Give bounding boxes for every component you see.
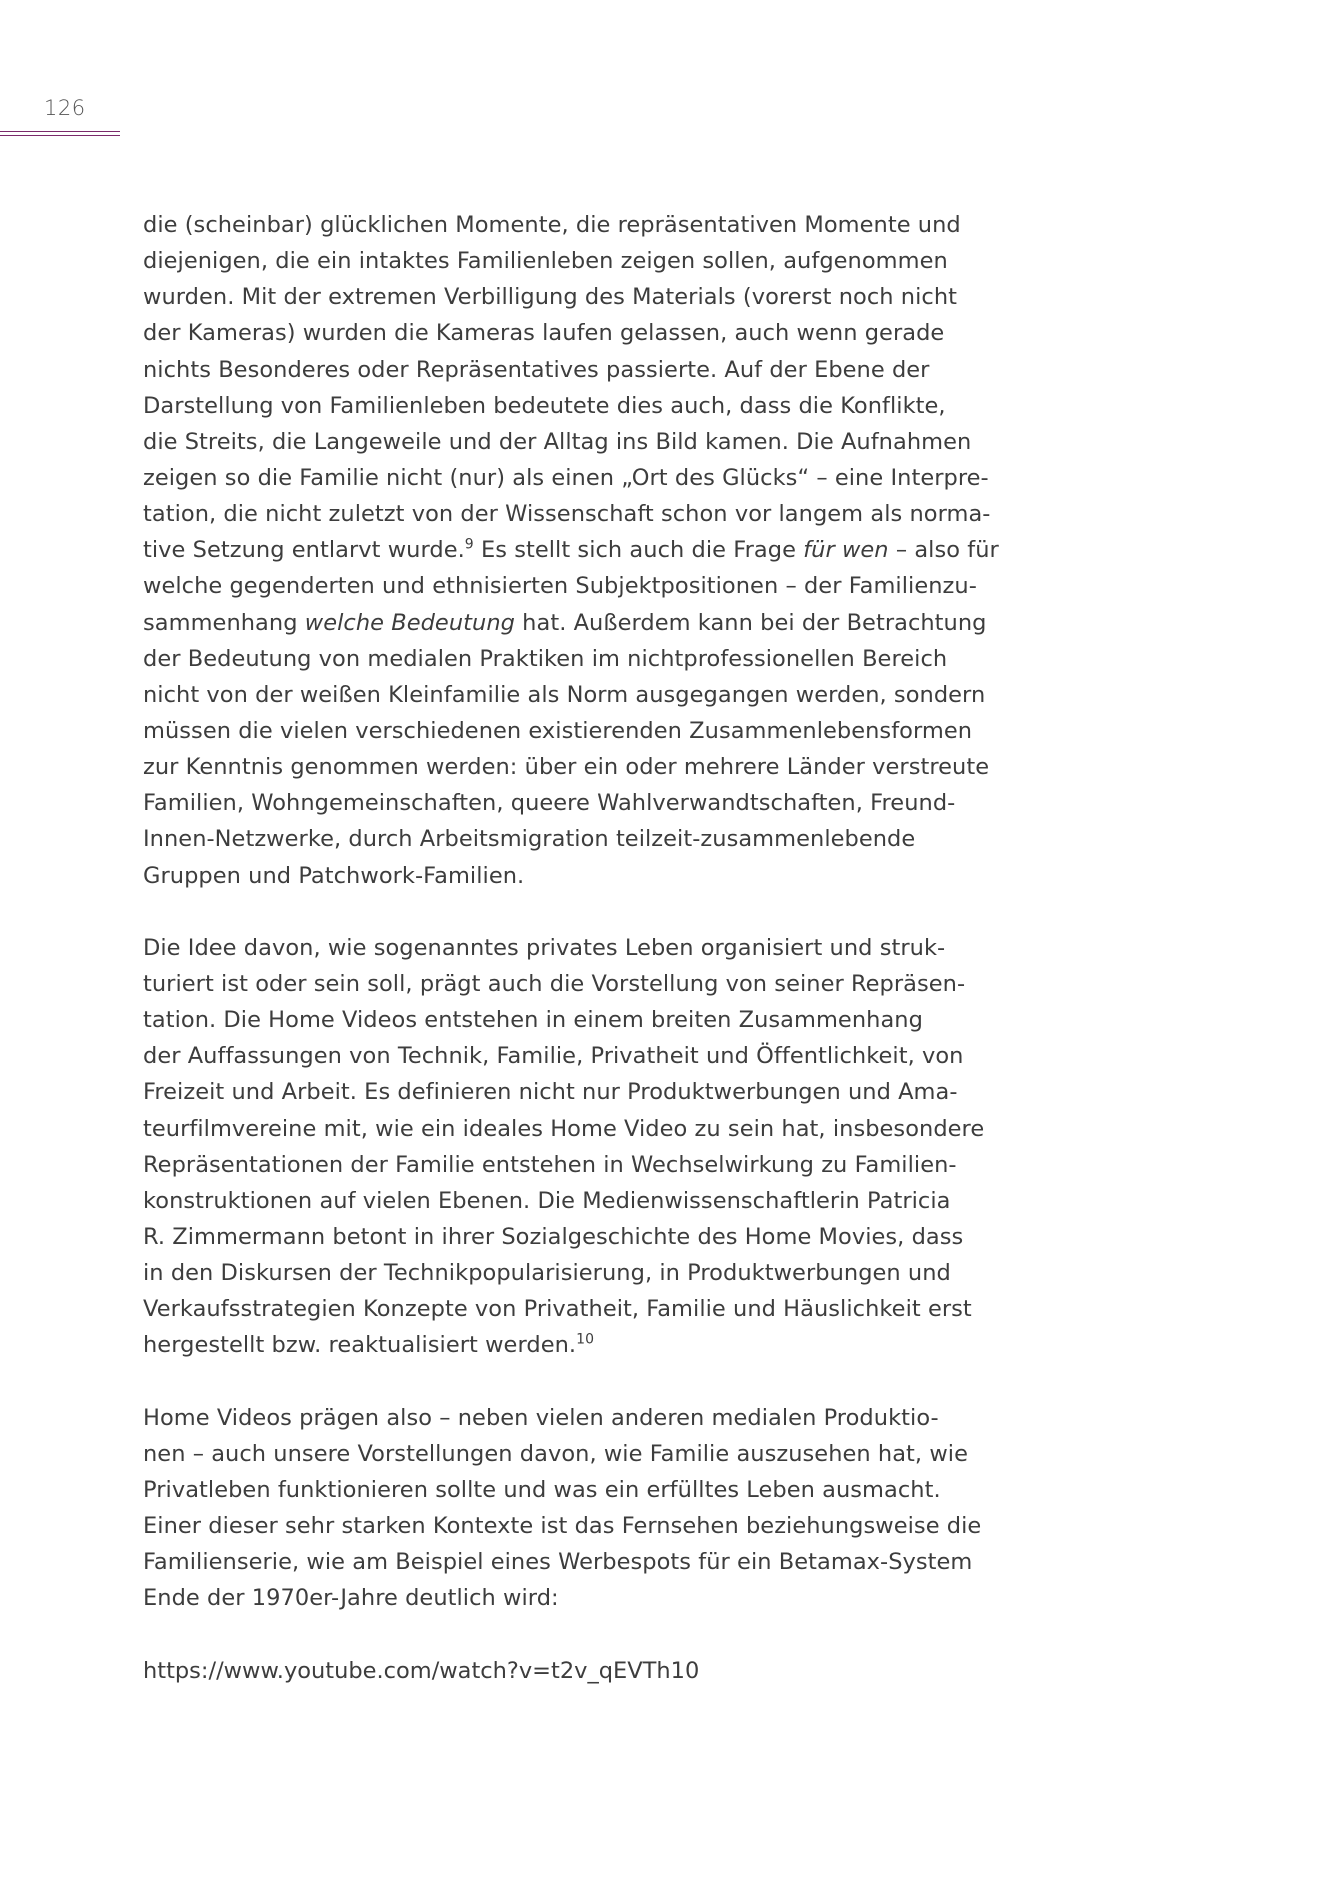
text-line: welche gegenderten und ethnisierten Subjektpositionen – der Familienzu-: [143, 573, 977, 600]
text-line: Einer dieser sehr starken Kontexte ist das Fernsehen beziehungsweise die: [143, 1513, 982, 1540]
footnote-marker[interactable]: 10: [576, 1331, 595, 1348]
text-line: müssen die vielen verschiedenen existierenden Zusammenlebensformen: [143, 717, 973, 744]
text-line: Gruppen und Patchwork-Familien.: [143, 862, 525, 889]
text-line: Die Idee davon, wie sogenanntes privates Leben organisiert und struk-: [143, 934, 946, 961]
text-line: teurfilmvereine mit, wie ein ideales Home Video zu sein hat, insbesondere: [143, 1115, 985, 1142]
text-line: Freizeit und Arbeit. Es definieren nicht nur Produktwerbungen und Ama-: [143, 1079, 958, 1106]
text-line: Familienserie, wie am Beispiel eines Werbespots für ein Betamax-System: [143, 1549, 973, 1576]
text-line: Home Videos prägen also – neben vielen anderen medialen Produktio-: [143, 1404, 939, 1431]
text-line: Innen-Netzwerke, durch Arbeitsmigration teilzeit-zusammenlebende: [143, 826, 916, 853]
text-line: Privatleben funktionieren sollte und was ein erfülltes Leben ausmacht.: [143, 1476, 941, 1503]
text-line: nichts Besonderes oder Repräsentatives passierte. Auf der Ebene der: [143, 356, 930, 383]
video-link[interactable]: https://www.youtube.com/watch?v=t2v_qEVTh10: [143, 1657, 700, 1684]
footnote-marker[interactable]: 9: [464, 536, 474, 553]
text-line: der Bedeutung von medialen Praktiken im nichtprofessionellen Bereich: [143, 645, 948, 672]
text-line: diejenigen, die ein intaktes Familienleben zeigen sollen, aufgenommen: [143, 248, 948, 275]
text-line: der Kameras) wurden die Kameras laufen gelassen, auch wenn gerade: [143, 320, 945, 347]
paragraph-3: [143, 1400, 1043, 1617]
page-number: 126: [44, 96, 86, 120]
text-line: in den Diskursen der Technikpopularisierung, in Produktwerbungen und: [143, 1260, 951, 1287]
text-line: zur Kenntnis genommen werden: über ein oder mehrere Länder verstreute: [143, 754, 990, 781]
text-line: [143, 1327, 1043, 1363]
text-line: Darstellung von Familienleben bedeutete dies auch, dass die Konflikte,: [143, 392, 946, 419]
text-segment: hergestellt bzw. reaktualisiert werden.: [143, 1332, 577, 1359]
text-line: Verkaufsstrategien Konzepte von Privatheit, Familie und Häuslichkeit erst: [143, 1296, 972, 1323]
text-segment: hat. Außerdem kann bei der Betrachtung: [514, 609, 987, 636]
italic-emphasis: für wen: [803, 537, 889, 564]
text-line: der Auffassungen von Technik, Familie, Privatheit und Öffentlichkeit, von: [143, 1043, 964, 1070]
paragraph-gap: [143, 894, 1043, 930]
text-line: turiert ist oder sein soll, prägt auch die Vorstellung von seiner Repräsen-: [143, 970, 966, 997]
body-text: [143, 207, 1043, 1689]
text-line: tation. Die Home Videos entstehen in einem breiten Zusammenhang: [143, 1007, 923, 1034]
text-line: Repräsentationen der Familie entstehen in Wechselwirkung zu Familien-: [143, 1151, 957, 1178]
paragraph-gap: [143, 1616, 1043, 1652]
text-line: [143, 605, 1043, 641]
italic-emphasis: welche Bedeutung: [304, 609, 515, 636]
text-segment: – also für: [888, 537, 999, 564]
text-line: die (scheinbar) glücklichen Momente, die repräsentativen Momente und: [143, 212, 961, 238]
text-line: Familien, Wohngemeinschaften, queere Wahlverwandtschaften, Freund-: [143, 790, 956, 817]
text-line: die Streits, die Langeweile und der Alltag ins Bild kamen. Die Aufnahmen: [143, 428, 972, 455]
paragraph-2: [143, 930, 1043, 1364]
text-line: Ende der 1970er-Jahre deutlich wird:: [143, 1585, 559, 1612]
text-segment: sammenhang: [143, 609, 305, 636]
text-segment: Es stellt sich auch die Frage: [473, 537, 804, 564]
text-line: R. Zimmermann betont in ihrer Sozialgeschichte des Home Movies, dass: [143, 1223, 964, 1250]
text-line: nicht von der weißen Kleinfamilie als Norm ausgegangen werden, sondern: [143, 681, 986, 708]
header-rule-top: [0, 131, 120, 132]
text-line: [143, 532, 1043, 568]
text-segment: tive Setzung entlarvt wurde.: [143, 537, 465, 564]
text-line: konstruktionen auf vielen Ebenen. Die Medienwissenschaftlerin Patricia: [143, 1187, 951, 1214]
paragraph-gap: [143, 1364, 1043, 1400]
text-line: tation, die nicht zuletzt von der Wissenschaft schon vor langem als norma-: [143, 501, 991, 528]
text-line: wurden. Mit der extremen Verbilligung des Materials (vorerst noch nicht: [143, 284, 957, 311]
text-line: nen – auch unsere Vorstellungen davon, wie Familie auszusehen hat, wie: [143, 1440, 968, 1467]
paragraph-1: [143, 207, 1043, 894]
text-line: zeigen so die Familie nicht (nur) als einen „Ort des Glücks“ – eine Interpre-: [143, 464, 989, 491]
header-rule-bottom: [0, 135, 120, 136]
